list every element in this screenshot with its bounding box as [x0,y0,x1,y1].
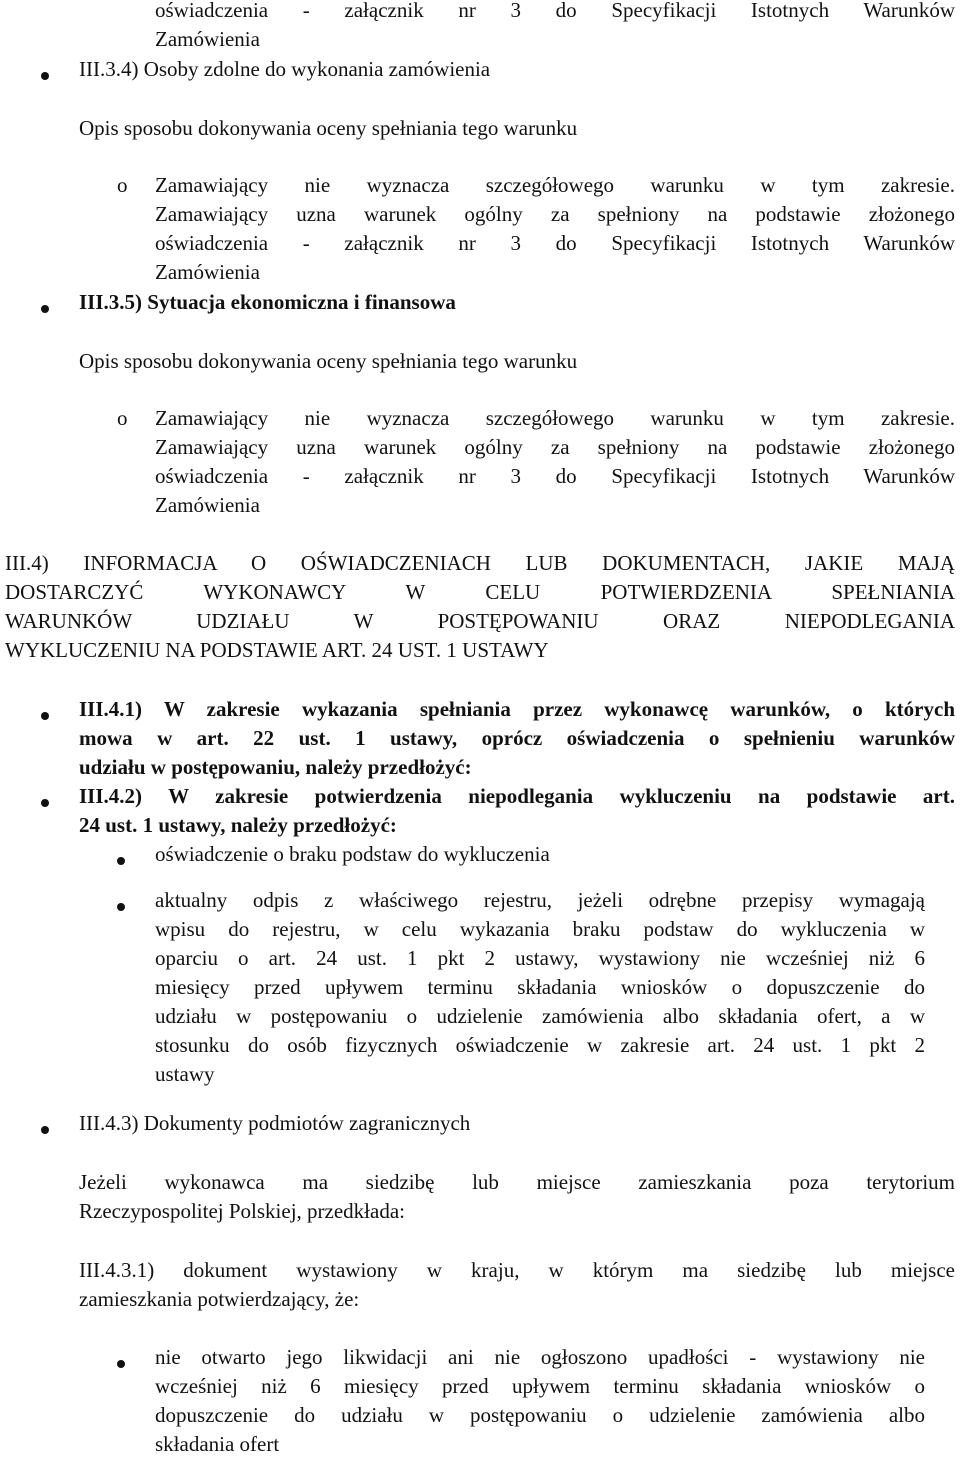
paragraph-3431 [79,1256,955,1314]
text-line: Zamawiający nie wyznacza szczegółowego warunku w tym zakresie. [155,406,955,430]
heading-text: III.3.5) Sytuacja ekonomiczna i finansowa [79,290,456,314]
text-line: Jeżeli wykonawca ma siedzibę lub miejsce zamieszkania poza terytorium [79,1170,955,1194]
heading-line: DOSTARCZYĆ WYKONAWCY W CELU POTWIERDZENIA SPEŁNIANIA [5,580,955,604]
text-line: III.4.1) W zakresie wykazania spełniania przez wykonawcę warunków, o których [79,697,955,721]
text-line: nie otwarto jego likwidacji ani nie ogłoszono upadłości - wystawiony nie [155,1345,925,1369]
sub-item-likwidacja [155,1343,925,1459]
text-line: oświadczenia - załącznik nr 3 do Specyfikacji Istotnych Warunków [155,231,955,255]
text-line: dopuszczenie do udziału w postępowaniu o udzielenie zamówienia albo [155,1403,925,1427]
condition-text-335 [155,404,955,520]
heading-text: III.3.4) Osoby zdolne do wykonania zamówienia [79,57,491,81]
text-line: składania ofert [155,1432,280,1456]
text-line: Opis sposobu dokonywania oceny spełniania tego warunku [79,349,578,373]
bullet-icon [117,857,125,865]
section-heading-334 [79,55,959,84]
opis-text-334 [79,114,959,143]
text-line: oświadczenie o braku podstaw do wykluczenia [155,842,550,866]
circle-bullet-icon: o [117,406,128,430]
paragraph-jezeli [79,1168,955,1226]
text-line: mowa w art. 22 ust. 1 ustawy, oprócz oświadczenia o spełnieniu warunków [79,726,955,750]
text-line: Zamawiający nie wyznacza szczegółowego warunku w tym zakresie. [155,173,955,197]
circle-bullet-icon: o [117,173,128,197]
text-line: Zamówienia [155,260,260,284]
text-line: III.4.2) W zakresie potwierdzenia niepodlegania wykluczeniu na podstawie art. [79,784,955,808]
text-line: Zamówienia [155,493,260,517]
bullet-icon [117,1360,125,1368]
text-line: oparciu o art. 24 ust. 1 pkt 2 ustawy, wystawiony nie wcześniej niż 6 [155,946,925,970]
top-continuation-text [155,0,955,54]
text-line: oświadczenia - załącznik nr 3 do Specyfikacji Istotnych Warunków [155,464,955,488]
bullet-icon [41,712,49,720]
text-line: miesięcy przed upływem terminu składania wniosków o dopuszczenie do [155,975,925,999]
bullet-icon [41,305,49,313]
text-line: Rzeczypospolitej Polskiej, przedkłada: [79,1199,405,1223]
text-line: wpisu do rejestru, w celu wykazania braku podstaw do wykluczenia w [155,917,925,941]
text-line: oświadczenia - załącznik nr 3 do Specyfikacji Istotnych Warunków [155,0,955,22]
text-line: udziału w postępowaniu o udzielenie zamówienia albo składania ofert, a w [155,1004,925,1028]
text-line: wcześniej niż 6 miesięcy przed upływem terminu składania wniosków o [155,1374,925,1398]
item-341 [79,695,955,782]
condition-text-334 [155,171,955,287]
text-line: Zamawiający uzna warunek ogólny za spełniony na podstawie złożonego [155,435,955,459]
text-line: Zamówienia [155,27,260,51]
text-line: zamieszkania potwierdzający, że: [79,1287,360,1311]
bullet-icon [117,903,125,911]
item-342 [79,782,955,840]
section-heading-34 [5,549,955,665]
text-line: Zamawiający uzna warunek ogólny za spełniony na podstawie złożonego [155,202,955,226]
opis-text-335 [79,347,959,376]
sub-item-odpis [155,886,925,1089]
heading-line: WARUNKÓW UDZIAŁU W POSTĘPOWANIU ORAZ NIEPODLEGANIA [5,609,955,633]
text-line: stosunku do osób fizycznych oświadczenie w zakresie art. 24 ust. 1 pkt 2 [155,1033,925,1057]
section-heading-335 [79,288,959,317]
text-line: udziału w postępowaniu, należy przedłożyć: [79,755,472,779]
sub-item-oswiadczenie [155,840,955,869]
bullet-icon [41,799,49,807]
text-line: III.4.3.1) dokument wystawiony w kraju, w którym ma siedzibę lub miejsce [79,1258,955,1282]
text-line: aktualny odpis z właściwego rejestru, jeżeli odrębne przepisy wymagają [155,888,925,912]
bullet-icon [41,72,49,80]
heading-line: III.4) INFORMACJA O OŚWIADCZENIACH LUB DOKUMENTACH, JAKIE MAJĄ [5,551,955,575]
text-line: Opis sposobu dokonywania oceny spełniania tego warunku [79,116,578,140]
text-line: 24 ust. 1 ustawy, należy przedłożyć: [79,813,397,837]
item-343 [79,1109,955,1138]
text-line: III.4.3) Dokumenty podmiotów zagranicznych [79,1111,471,1135]
text-line: ustawy [155,1062,215,1086]
bullet-icon [41,1126,49,1134]
heading-line: WYKLUCZENIU NA PODSTAWIE ART. 24 UST. 1 USTAWY [5,638,549,662]
